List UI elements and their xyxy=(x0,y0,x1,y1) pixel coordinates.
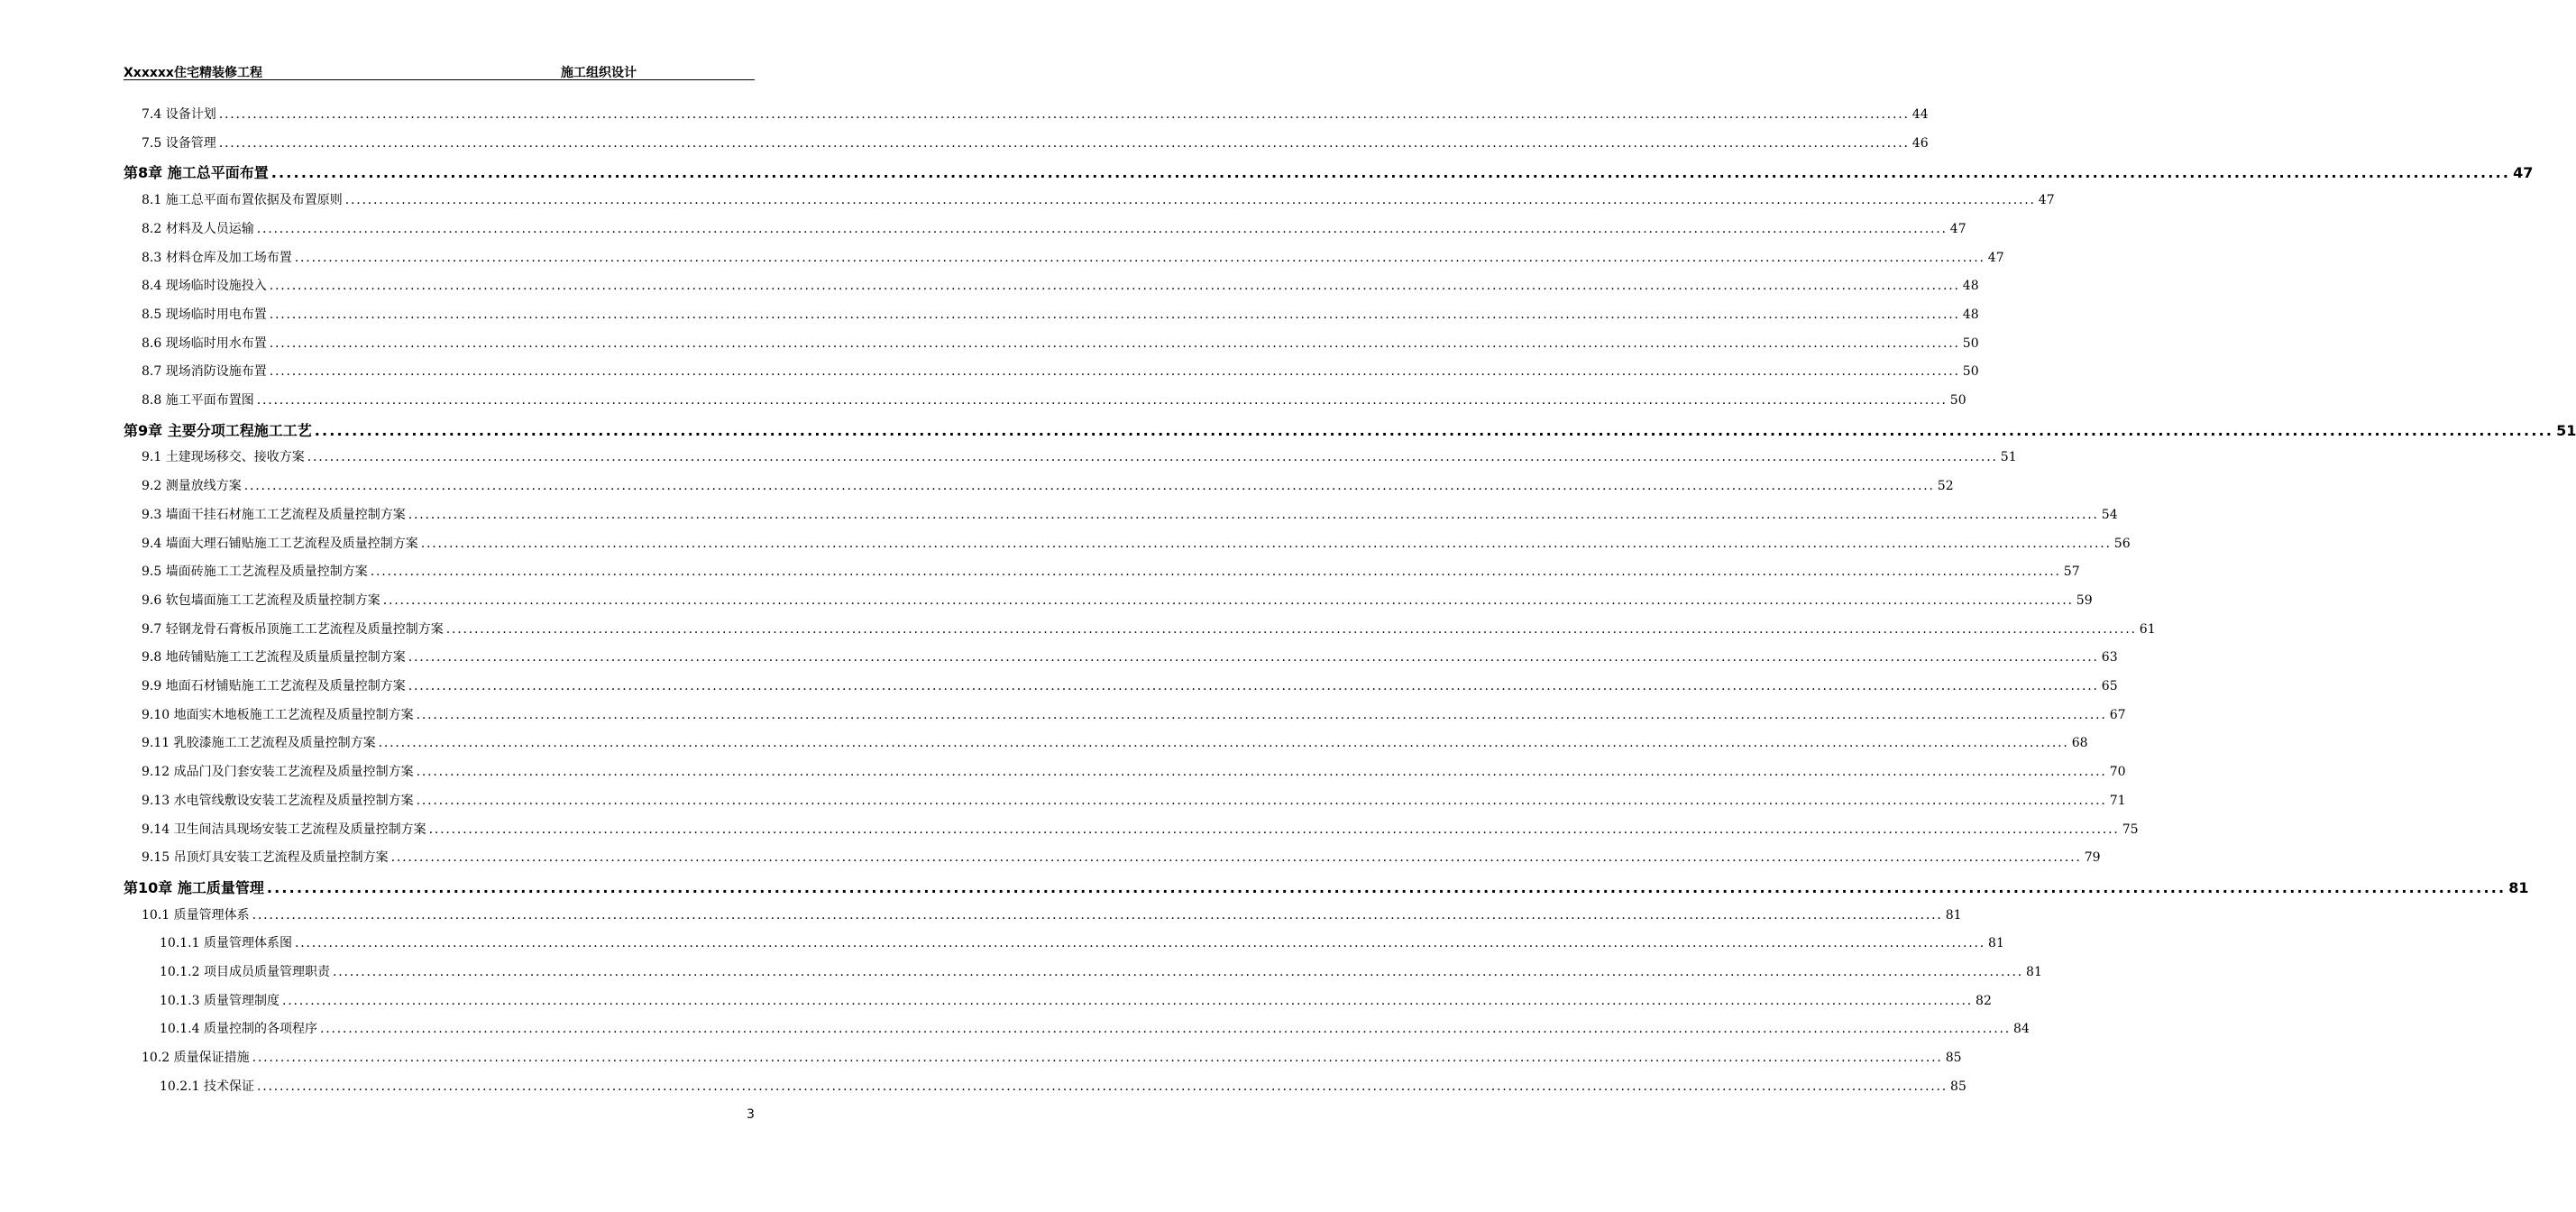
toc-entry-page: 54 xyxy=(2101,507,2118,522)
toc-dot-leader: ............................................................................................................................................................................................................................................................................................................ xyxy=(408,679,2099,693)
toc-entry-page: 75 xyxy=(2122,822,2139,837)
toc-entry-page: 85 xyxy=(1950,1079,1966,1094)
toc-entry-title: 8.1 施工总平面布置依据及布置原则 xyxy=(142,193,343,208)
toc-entry[interactable] xyxy=(142,705,2126,723)
toc-entry[interactable] xyxy=(142,505,2118,523)
toc-entry-title: 9.14 卫生间洁具现场安装工艺流程及质量控制方案 xyxy=(142,822,426,837)
toc-entry-title: 8.7 现场消防设施布置 xyxy=(142,364,267,380)
toc-entry-page: 59 xyxy=(2076,592,2093,608)
toc-entry-page: 71 xyxy=(2109,793,2126,808)
toc-dot-leader: ............................................................................................................................................................................................................................................................................................................ xyxy=(314,421,2554,439)
toc-entry-page: 63 xyxy=(2101,650,2118,666)
toc-dot-leader: ............................................................................................................................................................................................................................................................................................................ xyxy=(218,135,1910,151)
toc-entry[interactable] xyxy=(160,991,1992,1009)
page-header xyxy=(124,63,755,80)
toc-entry-page: 81 xyxy=(1988,936,2004,951)
toc-dot-leader: ............................................................................................................................................................................................................................................................................................................ xyxy=(269,364,1960,380)
toc-dot-leader: ............................................................................................................................................................................................................................................................................................................ xyxy=(269,335,1960,351)
toc-entry[interactable] xyxy=(142,219,1966,237)
toc-dot-leader: ............................................................................................................................................................................................................................................................................................................ xyxy=(420,536,2112,551)
toc-entry-page: 48 xyxy=(1962,279,1979,294)
toc-entry[interactable] xyxy=(142,390,1966,409)
toc-entry-title: 9.1 土建现场移交、接收方案 xyxy=(142,450,305,465)
toc-entry-page: 85 xyxy=(1945,1051,1962,1066)
toc-entry-title: 8.8 施工平面布置图 xyxy=(142,393,254,408)
toc-entry-page: 47 xyxy=(1949,221,1966,236)
toc-dot-leader: ............................................................................................................................................................................................................................................................................................................ xyxy=(332,965,2024,979)
toc-entry-page: 47 xyxy=(2513,164,2534,182)
toc-entry-page: 47 xyxy=(1987,250,2004,265)
toc-entry-title: 9.15 吊顶灯具安装工艺流程及质量控制方案 xyxy=(142,850,389,866)
toc-entry-title: 10.1 质量管理体系 xyxy=(142,907,250,923)
toc-entry[interactable] xyxy=(160,933,2004,951)
toc-entry[interactable] xyxy=(142,905,1962,923)
toc-entry-title: 8.5 现场临时用电布置 xyxy=(142,307,267,322)
page-number: 3 xyxy=(747,1107,755,1122)
toc-entry[interactable] xyxy=(142,276,1979,294)
toc-dot-leader: ............................................................................................................................................................................................................................................................................................................ xyxy=(218,107,1910,122)
toc-entry[interactable] xyxy=(142,534,2131,552)
toc-entry-page: 65 xyxy=(2101,679,2118,693)
toc-entry-title: 10.2 质量保证措施 xyxy=(142,1051,250,1066)
toc-entry-title: 9.13 水电管线敷设安装工艺流程及质量控制方案 xyxy=(142,793,414,808)
toc-entry[interactable] xyxy=(142,620,2156,638)
toc-dot-leader: ............................................................................................................................................................................................................................................................................................................ xyxy=(378,736,2069,751)
toc-entry-page: 50 xyxy=(1962,364,1979,380)
toc-entry-title: 9.6 软包墙面施工工艺流程及质量控制方案 xyxy=(142,592,380,608)
toc-dot-leader: ............................................................................................................................................................................................................................................................................................................ xyxy=(416,707,2107,722)
toc-dot-leader: ............................................................................................................................................................................................................................................................................................................ xyxy=(269,307,1960,322)
toc-entry-title: 9.11 乳胶漆施工工艺流程及质量控制方案 xyxy=(142,736,376,751)
toc-entry[interactable] xyxy=(142,334,1979,352)
toc-dot-leader: ............................................................................................................................................................................................................................................................................................................ xyxy=(294,250,1985,265)
toc-entry[interactable] xyxy=(142,733,2088,751)
toc-entry-page: 47 xyxy=(2038,193,2055,208)
toc-dot-leader: ............................................................................................................................................................................................................................................................................................................ xyxy=(428,822,2120,837)
toc-entry-title: 9.4 墙面大理石铺贴施工工艺流程及质量控制方案 xyxy=(142,536,418,551)
toc-chapter-entry[interactable] xyxy=(124,161,2534,182)
toc-entry-title: 10.1.1 质量管理体系图 xyxy=(160,936,292,951)
toc-entry-page: 57 xyxy=(2063,565,2080,580)
toc-entry-page: 61 xyxy=(2139,621,2156,637)
toc-entry-page: 50 xyxy=(1962,335,1979,351)
toc-dot-leader: ............................................................................................................................................................................................................................................................................................................ xyxy=(270,164,2511,182)
toc-entry[interactable] xyxy=(142,362,1979,380)
toc-entry-title: 8.3 材料仓库及加工场布置 xyxy=(142,250,292,265)
toc-entry-page: 67 xyxy=(2109,707,2126,722)
toc-dot-leader: ............................................................................................................................................................................................................................................................................................................ xyxy=(382,592,2074,608)
toc-entry-title: 8.6 现场临时用水布置 xyxy=(142,335,267,351)
toc-entry[interactable] xyxy=(142,591,2093,609)
toc-entry[interactable] xyxy=(142,791,2126,809)
toc-entry-title: 9.12 成品门及门套安装工艺流程及质量控制方案 xyxy=(142,765,414,780)
toc-entry-page: 51 xyxy=(2000,450,2017,465)
toc-entry[interactable] xyxy=(142,647,2118,666)
header-document-type: 施工组织设计 xyxy=(561,66,637,80)
toc-entry-page: 48 xyxy=(1962,307,1979,322)
toc-dot-leader: ............................................................................................................................................................................................................................................................................................................ xyxy=(266,878,2507,896)
toc-dot-leader: ............................................................................................................................................................................................................................................................................................................ xyxy=(281,993,1974,1008)
toc-entry[interactable] xyxy=(142,762,2126,780)
toc-entry[interactable] xyxy=(142,248,2004,266)
toc-entry[interactable] xyxy=(142,1048,1962,1066)
toc-entry[interactable] xyxy=(142,848,2101,866)
toc-entry-page: 68 xyxy=(2071,736,2088,751)
toc-dot-leader: ............................................................................................................................................................................................................................................................................................................ xyxy=(243,479,1935,494)
toc-entry-page: 70 xyxy=(2109,765,2126,780)
toc-entry-page: 82 xyxy=(1976,993,1992,1008)
toc-entry-title: 第8章 施工总平面布置 xyxy=(124,164,269,182)
toc-entry-title: 8.2 材料及人员运输 xyxy=(142,221,254,236)
toc-entry-page: 81 xyxy=(2026,965,2042,979)
toc-dot-leader: ............................................................................................................................................................................................................................................................................................................ xyxy=(344,193,2036,208)
toc-dot-leader: ............................................................................................................................................................................................................................................................................................................ xyxy=(307,450,1998,465)
toc-dot-leader: ............................................................................................................................................................................................................................................................................................................ xyxy=(416,765,2107,780)
toc-entry[interactable] xyxy=(142,105,1929,123)
toc-entry[interactable] xyxy=(142,676,2118,694)
toc-entry-title: 第9章 主要分项工程施工工艺 xyxy=(124,421,312,439)
toc-dot-leader: ............................................................................................................................................................................................................................................................................................................ xyxy=(408,507,2099,522)
toc-entry-title: 9.7 轻钢龙骨石膏板吊顶施工工艺流程及质量控制方案 xyxy=(142,621,444,637)
toc-entry[interactable] xyxy=(142,133,1929,152)
toc-dot-leader: ............................................................................................................................................................................................................................................................................................................ xyxy=(445,621,2137,637)
toc-entry[interactable] xyxy=(142,562,2080,580)
toc-entry-page: 56 xyxy=(2113,536,2131,551)
toc-dot-leader: ............................................................................................................................................................................................................................................................................................................ xyxy=(370,565,2061,580)
toc-entry-page: 44 xyxy=(1911,107,1929,122)
toc-entry-title: 9.5 墙面砖施工工艺流程及质量控制方案 xyxy=(142,565,368,580)
toc-dot-leader: ............................................................................................................................................................................................................................................................................................................ xyxy=(256,1079,1948,1094)
toc-entry-title: 7.4 设备计划 xyxy=(142,107,216,122)
toc-entry-title: 9.9 地面石材铺贴施工工艺流程及质量控制方案 xyxy=(142,679,406,693)
toc-chapter-entry[interactable] xyxy=(124,419,2576,440)
toc-entry[interactable] xyxy=(160,1077,1966,1095)
toc-entry-title: 8.4 现场临时设施投入 xyxy=(142,279,267,294)
toc-dot-leader: ............................................................................................................................................................................................................................................................................................................ xyxy=(319,1022,2012,1037)
toc-entry-page: 51 xyxy=(2556,421,2576,439)
toc-entry-page: 50 xyxy=(1949,393,1966,408)
toc-dot-leader: ............................................................................................................................................................................................................................................................................................................ xyxy=(256,393,1948,408)
toc-entry-page: 81 xyxy=(1945,907,1962,923)
toc-entry-title: 第10章 施工质量管理 xyxy=(124,878,264,896)
toc-entry-page: 84 xyxy=(2013,1022,2030,1037)
toc-entry-page: 81 xyxy=(2508,878,2529,896)
header-project-name: Xxxxxx住宅精装修工程 xyxy=(124,66,262,80)
toc-dot-leader: ............................................................................................................................................................................................................................................................................................................ xyxy=(252,1051,1943,1066)
toc-entry[interactable] xyxy=(142,820,2139,838)
toc-entry-title: 9.2 测量放线方案 xyxy=(142,479,242,494)
toc-entry[interactable] xyxy=(142,476,1954,494)
toc-entry-title: 9.10 地面实木地板施工工艺流程及质量控制方案 xyxy=(142,707,414,722)
toc-entry[interactable] xyxy=(142,447,2017,465)
toc-dot-leader: ............................................................................................................................................................................................................................................................................................................ xyxy=(252,907,1943,923)
toc-entry-title: 10.1.4 质量控制的各项程序 xyxy=(160,1022,317,1037)
toc-entry-title: 7.5 设备管理 xyxy=(142,135,216,151)
toc-entry-title: 10.1.3 质量管理制度 xyxy=(160,993,280,1008)
toc-entry-title: 10.1.2 项目成员质量管理职责 xyxy=(160,965,330,979)
toc-dot-leader: ............................................................................................................................................................................................................................................................................................................ xyxy=(269,279,1960,294)
toc-dot-leader: ............................................................................................................................................................................................................................................................................................................ xyxy=(294,936,1986,951)
toc-entry[interactable] xyxy=(160,1019,2030,1037)
toc-chapter-entry[interactable] xyxy=(124,877,2529,897)
toc-entry-page: 79 xyxy=(2084,850,2101,866)
toc-entry[interactable] xyxy=(160,962,2042,980)
toc-dot-leader: ............................................................................................................................................................................................................................................................................................................ xyxy=(416,793,2107,808)
toc-entry-title: 9.3 墙面干挂石材施工工艺流程及质量控制方案 xyxy=(142,507,406,522)
toc-entry-page: 52 xyxy=(1937,479,1954,494)
toc-entry[interactable] xyxy=(142,305,1979,323)
toc-entry[interactable] xyxy=(142,190,2055,208)
toc-entry-title: 9.8 地砖铺贴施工工艺流程及质量质量控制方案 xyxy=(142,650,406,666)
toc-dot-leader: ............................................................................................................................................................................................................................................................................................................ xyxy=(256,221,1948,236)
toc-dot-leader: ............................................................................................................................................................................................................................................................................................................ xyxy=(408,650,2099,666)
toc-entry-page: 46 xyxy=(1911,135,1929,151)
toc-entry-title: 10.2.1 技术保证 xyxy=(160,1079,254,1094)
toc-dot-leader: ............................................................................................................................................................................................................................................................................................................ xyxy=(390,850,2082,866)
